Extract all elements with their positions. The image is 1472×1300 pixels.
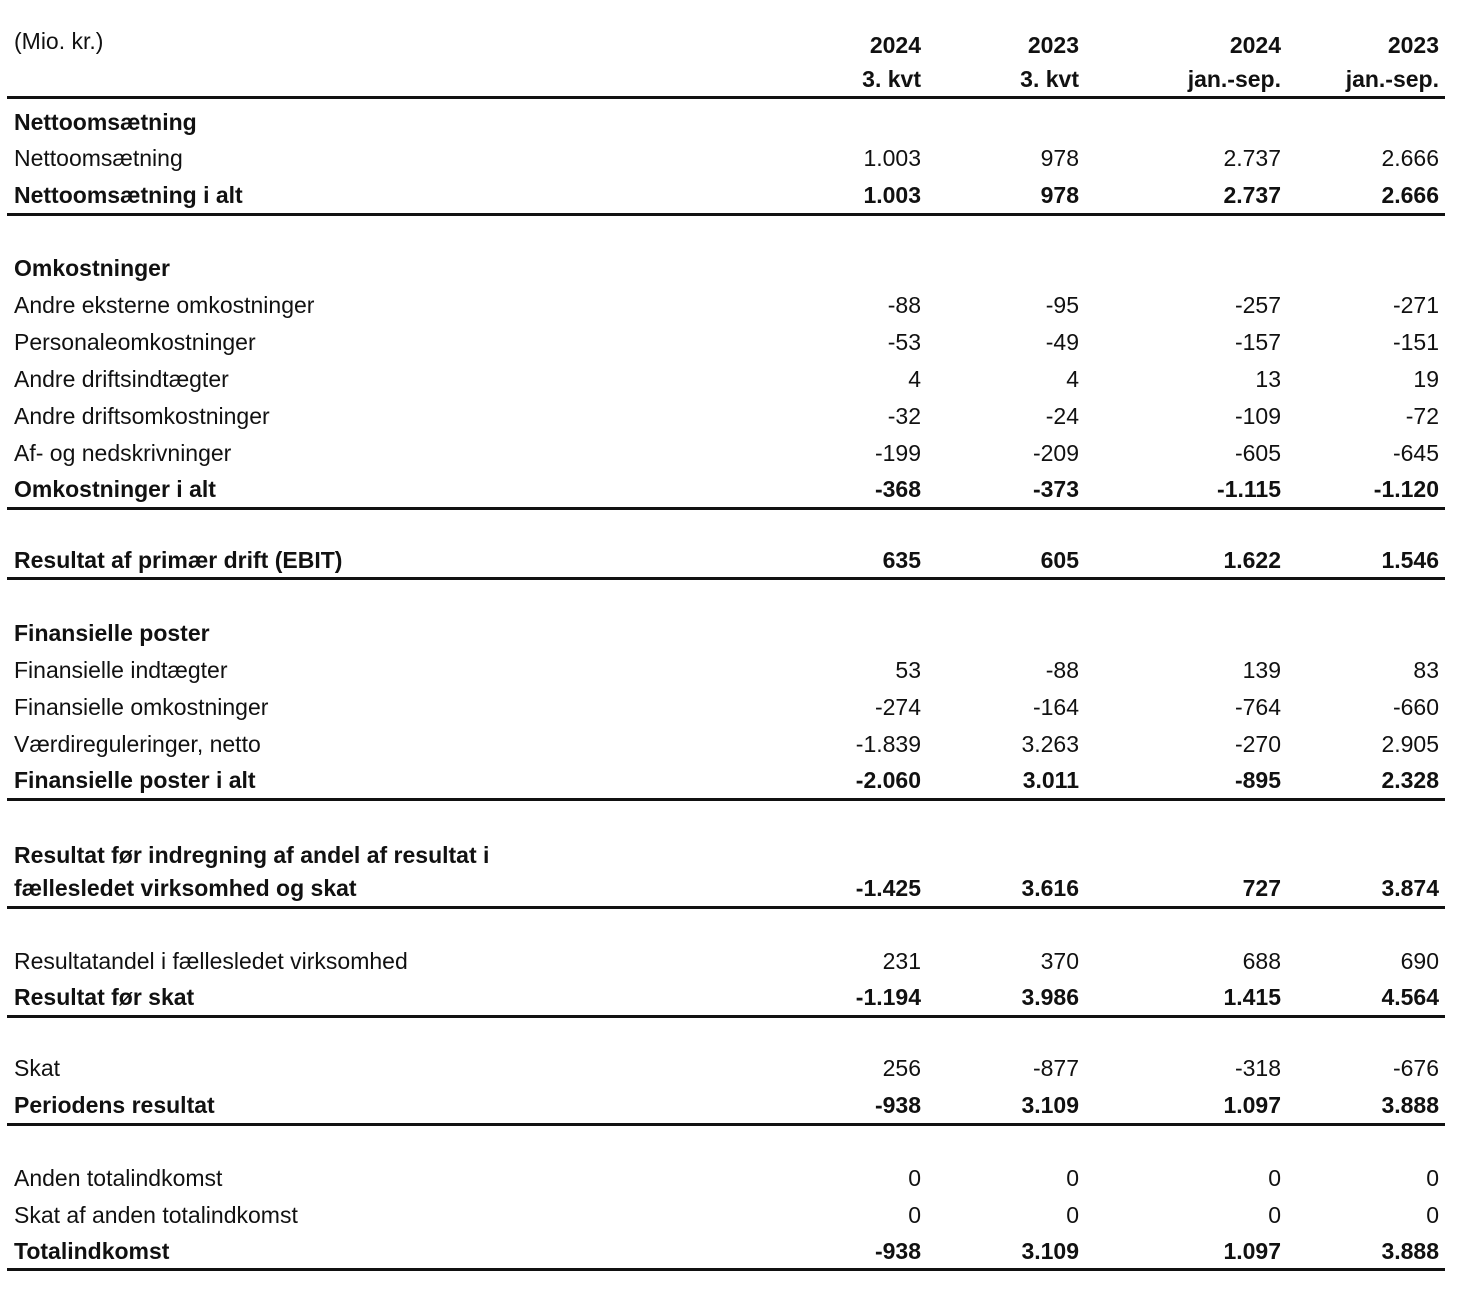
- row-value: 2.666: [1381, 182, 1439, 208]
- row-value: 0: [1066, 1165, 1079, 1191]
- row-value: -274: [874, 694, 921, 720]
- row-label: Anden totalindkomst: [14, 1165, 223, 1191]
- table-row: [7, 870, 1445, 907]
- row-label: Nettoomsætning i alt: [14, 182, 243, 208]
- table-row: [7, 398, 1445, 435]
- row-value: -270: [1234, 731, 1281, 757]
- row-value: 2.328: [1381, 767, 1439, 793]
- row-value: 3.616: [1021, 875, 1079, 901]
- row-value: -1.194: [855, 984, 921, 1010]
- row-value: 3.874: [1381, 875, 1439, 901]
- col-header-year: 2023: [1387, 32, 1439, 58]
- row-label: Omkostninger: [14, 255, 170, 281]
- row-label: Værdireguleringer, netto: [14, 731, 261, 757]
- row-value: 83: [1413, 657, 1439, 683]
- row-value: 2.737: [1223, 145, 1281, 171]
- table-row: [7, 140, 1445, 177]
- col-header-year: 2024: [869, 32, 921, 58]
- row-label: Resultat af primær drift (EBIT): [14, 547, 343, 573]
- col-header-period: jan.-sep.: [1187, 66, 1281, 92]
- section-rule: [7, 1123, 1445, 1126]
- row-value: -895: [1234, 767, 1281, 793]
- row-value: 1.546: [1381, 547, 1439, 573]
- row-value: 978: [1040, 182, 1079, 208]
- row-value: -1.425: [855, 875, 921, 901]
- row-value: -2.060: [855, 767, 921, 793]
- table-row: [7, 542, 1445, 579]
- row-value: 1.003: [863, 182, 921, 208]
- table-row: [7, 652, 1445, 689]
- row-label: Resultatandel i fællesledet virksomhed: [14, 948, 408, 974]
- row-value: 139: [1242, 657, 1281, 683]
- row-value: 2.666: [1381, 145, 1439, 171]
- row-value: -151: [1392, 329, 1439, 355]
- row-value: -660: [1392, 694, 1439, 720]
- row-value: -605: [1234, 440, 1281, 466]
- row-value: -88: [1045, 657, 1079, 683]
- row-value: 690: [1400, 948, 1439, 974]
- row-value: -24: [1045, 403, 1079, 429]
- row-value: 3.888: [1381, 1092, 1439, 1118]
- col-header-period: jan.-sep.: [1345, 66, 1439, 92]
- row-value: 3.109: [1021, 1092, 1079, 1118]
- row-value: 4: [908, 366, 921, 392]
- table-row: [7, 1087, 1445, 1124]
- section-rule: [7, 906, 1445, 909]
- row-value: 19: [1413, 366, 1439, 392]
- row-value: 4.564: [1381, 984, 1439, 1010]
- table-row: [7, 689, 1445, 726]
- row-label: Personaleomkostninger: [14, 329, 256, 355]
- row-value: -32: [887, 403, 921, 429]
- row-value: 0: [1426, 1202, 1439, 1228]
- section-rule: [7, 1015, 1445, 1018]
- table-row: [7, 762, 1445, 799]
- row-value: -88: [887, 292, 921, 318]
- row-value: 0: [908, 1165, 921, 1191]
- row-value: 688: [1242, 948, 1281, 974]
- row-value: -938: [874, 1092, 921, 1118]
- row-label: Skat af anden totalindkomst: [14, 1202, 298, 1228]
- row-label: Resultat før indregning af andel af resultat i: [14, 842, 490, 868]
- header-rule: [7, 96, 1445, 99]
- table-row: [7, 471, 1445, 508]
- row-label: Andre driftsomkostninger: [14, 403, 270, 429]
- row-value: -877: [1032, 1055, 1079, 1081]
- col-header-year: 2024: [1229, 32, 1281, 58]
- row-label: Nettoomsætning: [14, 145, 183, 171]
- row-label: Resultat før skat: [14, 984, 195, 1010]
- row-value: 1.003: [863, 145, 921, 171]
- table-row: [7, 837, 1445, 874]
- row-label: Periodens resultat: [14, 1092, 215, 1118]
- row-label: Andre eksterne omkostninger: [14, 292, 315, 318]
- row-value: 1.415: [1223, 984, 1281, 1010]
- table-row: [7, 1050, 1445, 1087]
- row-label: fællesledet virksomhed og skat: [14, 875, 357, 901]
- row-value: -645: [1392, 440, 1439, 466]
- row-value: 4: [1066, 366, 1079, 392]
- col-header-period: 3. kvt: [1020, 66, 1079, 92]
- table-row: [7, 361, 1445, 398]
- table-row: [7, 979, 1445, 1016]
- table-row: [7, 104, 1445, 141]
- row-value: 1.622: [1223, 547, 1281, 573]
- row-value: 3.011: [1022, 767, 1079, 793]
- row-value: 635: [882, 547, 921, 573]
- row-value: -257: [1234, 292, 1281, 318]
- row-value: 0: [1268, 1202, 1281, 1228]
- row-value: -49: [1045, 329, 1079, 355]
- table-row: [7, 1160, 1445, 1197]
- row-label: Finansielle poster i alt: [14, 767, 256, 793]
- row-value: 2.905: [1381, 731, 1439, 757]
- row-value: 978: [1040, 145, 1079, 171]
- row-value: -368: [874, 476, 921, 502]
- row-value: -1.120: [1373, 476, 1439, 502]
- row-value: -109: [1234, 403, 1281, 429]
- table-row: [7, 287, 1445, 324]
- table-row: [7, 943, 1445, 980]
- row-value: 727: [1242, 875, 1281, 901]
- table-row: [7, 1233, 1445, 1270]
- row-label: Af- og nedskrivninger: [14, 440, 232, 466]
- row-value: -938: [874, 1238, 921, 1264]
- row-value: -72: [1405, 403, 1439, 429]
- table-row: [7, 177, 1445, 214]
- row-value: -271: [1392, 292, 1439, 318]
- table-row: [7, 726, 1445, 763]
- row-value: -676: [1392, 1055, 1439, 1081]
- row-value: -199: [874, 440, 921, 466]
- row-label: Nettoomsætning: [14, 109, 197, 135]
- row-value: -1.839: [855, 731, 921, 757]
- row-value: 1.097: [1223, 1092, 1281, 1118]
- table-row: [7, 615, 1445, 652]
- row-value: -157: [1234, 329, 1281, 355]
- row-value: 53: [895, 657, 921, 683]
- table-row: [7, 1197, 1445, 1234]
- row-value: -53: [887, 329, 921, 355]
- row-label: Skat: [14, 1055, 61, 1081]
- section-rule: [7, 1268, 1445, 1271]
- row-value: 3.109: [1021, 1238, 1079, 1264]
- row-label: Omkostninger i alt: [14, 476, 216, 502]
- row-value: 0: [1426, 1165, 1439, 1191]
- row-value: 1.097: [1223, 1238, 1281, 1264]
- row-value: -1.115: [1217, 476, 1281, 502]
- section-rule: [7, 507, 1445, 510]
- row-label: Finansielle omkostninger: [14, 694, 269, 720]
- row-value: 3.263: [1021, 731, 1079, 757]
- row-value: 231: [882, 948, 921, 974]
- col-header-period: 3. kvt: [862, 66, 921, 92]
- section-rule: [7, 213, 1445, 216]
- row-value: 0: [1066, 1202, 1079, 1228]
- row-value: 0: [1268, 1165, 1281, 1191]
- table-row: [7, 250, 1445, 287]
- col-header-year: 2023: [1027, 32, 1079, 58]
- row-label: Finansielle indtægter: [14, 657, 228, 683]
- section-rule: [7, 798, 1445, 801]
- row-label: Totalindkomst: [14, 1238, 170, 1264]
- unit-label: (Mio. kr.): [14, 28, 104, 54]
- row-value: 256: [882, 1055, 921, 1081]
- row-value: -373: [1032, 476, 1079, 502]
- row-label: Andre driftsindtægter: [14, 366, 229, 392]
- row-value: 3.888: [1381, 1238, 1439, 1264]
- row-value: -764: [1234, 694, 1281, 720]
- row-value: 605: [1040, 547, 1079, 573]
- row-value: -209: [1032, 440, 1079, 466]
- row-value: -318: [1234, 1055, 1281, 1081]
- row-value: 370: [1040, 948, 1079, 974]
- row-label: Finansielle poster: [14, 620, 210, 646]
- row-value: -164: [1032, 694, 1079, 720]
- table-row: [7, 435, 1445, 472]
- section-rule: [7, 577, 1445, 580]
- row-value: 13: [1255, 366, 1281, 392]
- row-value: -95: [1045, 292, 1079, 318]
- row-value: 3.986: [1021, 984, 1079, 1010]
- row-value: 0: [908, 1202, 921, 1228]
- table-row: [7, 324, 1445, 361]
- row-value: 2.737: [1223, 182, 1281, 208]
